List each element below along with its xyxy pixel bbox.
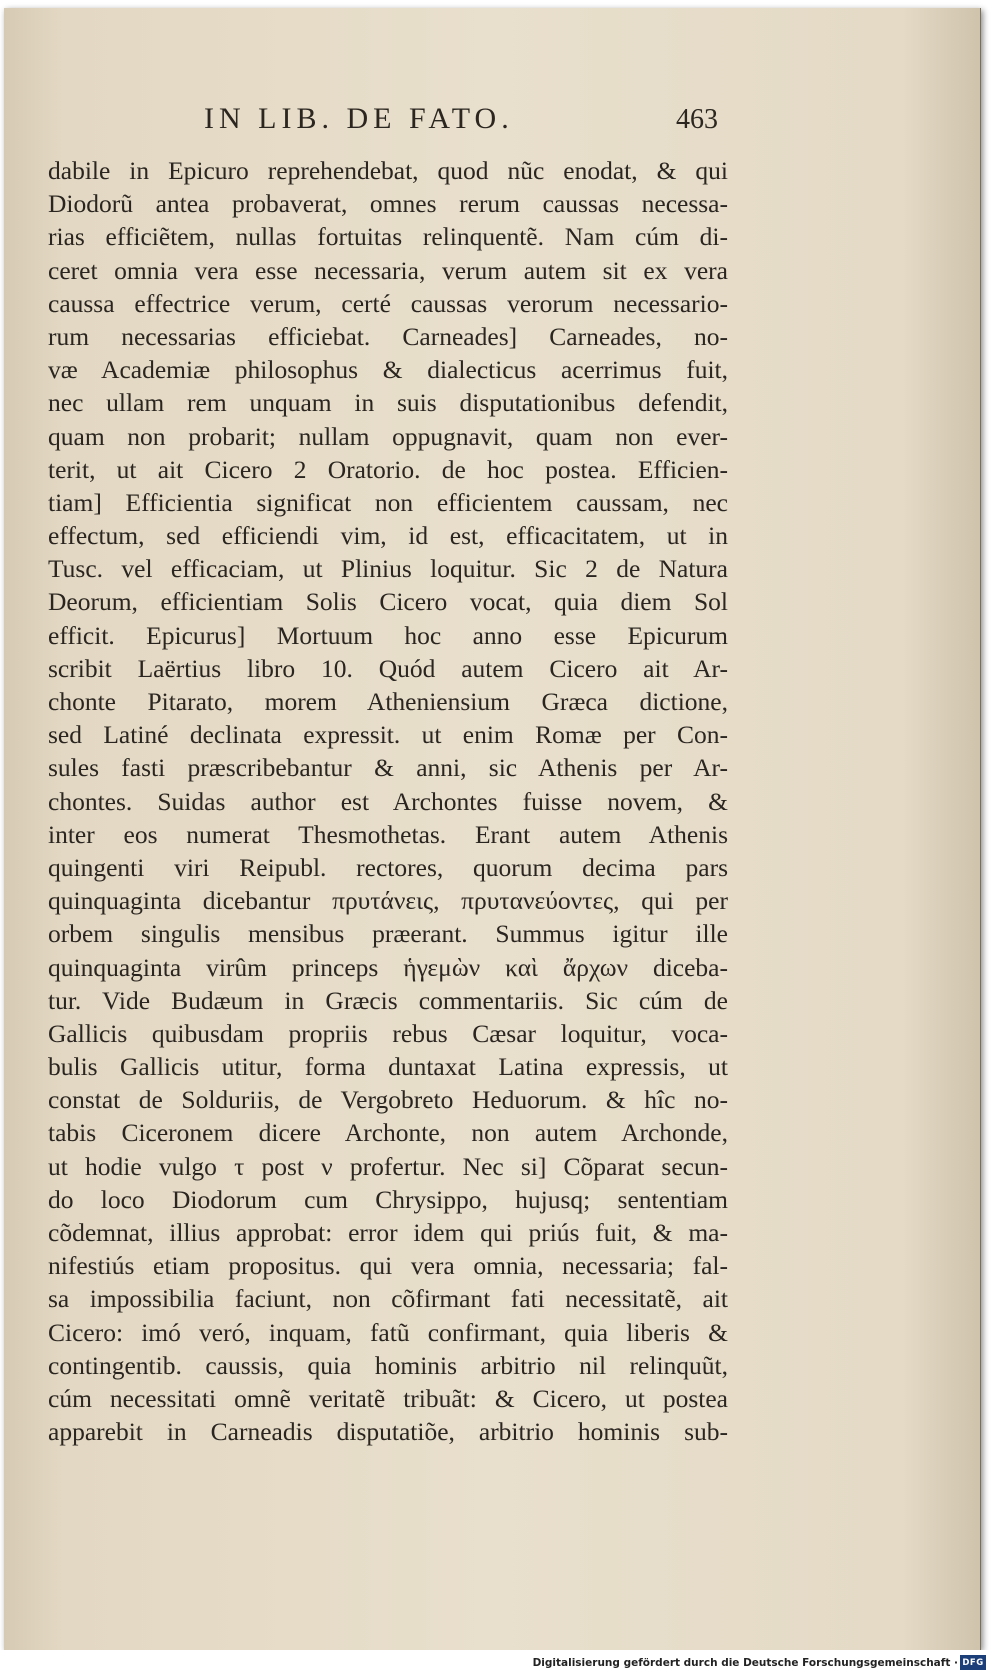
running-title: IN LIB. DE FATO. bbox=[204, 102, 514, 135]
text-line: Gallicis quibusdam propriis rebus Cæsar loquitur, voca- bbox=[48, 1018, 728, 1048]
text-line: væ Academiæ philosophus & dialecticus acerrimus fuit, bbox=[48, 355, 728, 385]
text-line: do loco Diodorum cum Chrysippo, hujusq; sententiam bbox=[48, 1184, 728, 1214]
text-line: quinquaginta virûm princeps ἡγεμὼν καὶ ἄρχων diceba- bbox=[48, 952, 728, 982]
text-line: chonte Pitarato, morem Atheniensium Græca dictione, bbox=[48, 687, 728, 716]
text-line: ut hodie vulgo τ post ν profertur. Nec si] Cõparat secun- bbox=[48, 1151, 728, 1181]
text-line: cõdemnat, illius approbat: error idem qui priús fuit, & ma- bbox=[48, 1218, 728, 1247]
text-line: rias efficiẽtem, nullas fortuitas relinquentẽ. Nam cúm di- bbox=[48, 222, 728, 252]
text-line: quam non probarit; nullam oppugnavit, quam non ever- bbox=[48, 421, 728, 451]
text-line: nec ullam rem unquam in suis disputationibus defendit, bbox=[48, 388, 728, 418]
book-page bbox=[4, 8, 981, 1650]
text-line: bulis Gallicis utitur, forma duntaxat Latina expressis, ut bbox=[48, 1052, 728, 1082]
page-number: 463 bbox=[676, 104, 718, 135]
text-line: quinquaginta dicebantur πρυτάνεις, πρυτανεύοντες, qui per bbox=[48, 886, 728, 916]
dfg-logo-icon: DFG bbox=[960, 1655, 986, 1670]
text-line: tur. Vide Budæum in Græcis commentariis. Sic cúm de bbox=[48, 985, 728, 1015]
text-line: tabis Ciceronem dicere Archonte, non autem Archonde, bbox=[48, 1118, 728, 1148]
text-line: efficit. Epicurus] Mortuum hoc anno esse Epicurum bbox=[48, 620, 728, 650]
text-line: Diodorũ antea probaverat, omnes rerum caussas necessa- bbox=[48, 189, 728, 219]
text-line: terit, ut ait Cicero 2 Oratorio. de hoc postea. Efficien- bbox=[48, 454, 728, 484]
text-line: chontes. Suidas author est Archontes fuisse novem, & bbox=[48, 786, 728, 816]
text-line: caussa effectrice verum, certé caussas verorum necessario- bbox=[48, 288, 728, 318]
text-line: constat de Solduriis, de Vergobreto Heduorum. & hîc no- bbox=[48, 1085, 728, 1115]
text-line: scribit Laërtius libro 10. Quód autem Cicero ait Ar- bbox=[48, 653, 728, 683]
text-line: ceret omnia vera esse necessaria, verum autem sit ex vera bbox=[48, 255, 728, 285]
text-line: cúm necessitati omnẽ veritatẽ tribuãt: & Cicero, ut postea bbox=[48, 1383, 728, 1413]
text-line: effectum, sed efficiendi vim, id est, efficacitatem, ut in bbox=[48, 521, 728, 551]
body-text bbox=[48, 154, 728, 1448]
text-line: Deorum, efficientiam Solis Cicero vocat, quia diem Sol bbox=[48, 587, 728, 617]
text-line: quingenti viri Reipubl. rectores, quorum decima pars bbox=[48, 852, 728, 882]
text-line: inter eos numerat Thesmothetas. Erant autem Athenis bbox=[48, 819, 728, 849]
digitization-credit: Digitalisierung gefördert durch die Deutsche Forschungsgemeinschaft · bbox=[532, 1657, 958, 1669]
text-line: apparebit in Carneadis disputatiõe, arbitrio hominis sub- bbox=[48, 1417, 728, 1447]
text-line: nifestiús etiam propositus. qui vera omnia, necessaria; fal- bbox=[48, 1251, 728, 1281]
text-line: Cicero: imó veró, inquam, fatũ confirmant, quia liberis & bbox=[48, 1317, 728, 1347]
text-line: orbem singulis mensibus præerant. Summus igitur ille bbox=[48, 919, 728, 949]
text-line: Tusc. vel efficaciam, ut Plinius loquitur. Sic 2 de Natura bbox=[48, 554, 728, 584]
text-line: contingentib. caussis, quia hominis arbitrio nil relinquũt, bbox=[48, 1350, 728, 1380]
text-line: tiam] Efficientia significat non efficientem caussam, nec bbox=[48, 487, 728, 517]
text-line: sules fasti præscribebantur & anni, sic Athenis per Ar- bbox=[48, 753, 728, 783]
text-line: sa impossibilia faciunt, non cõfirmant fati necessitatẽ, ait bbox=[48, 1284, 728, 1314]
text-line: dabile in Epicuro reprehendebat, quod nũc enodat, & qui bbox=[48, 156, 728, 185]
text-line: sed Latiné declinata expressit. ut enim Romæ per Con- bbox=[48, 720, 728, 750]
text-line: rum necessarias efficiebat. Carneades] Carneades, no- bbox=[48, 321, 728, 351]
